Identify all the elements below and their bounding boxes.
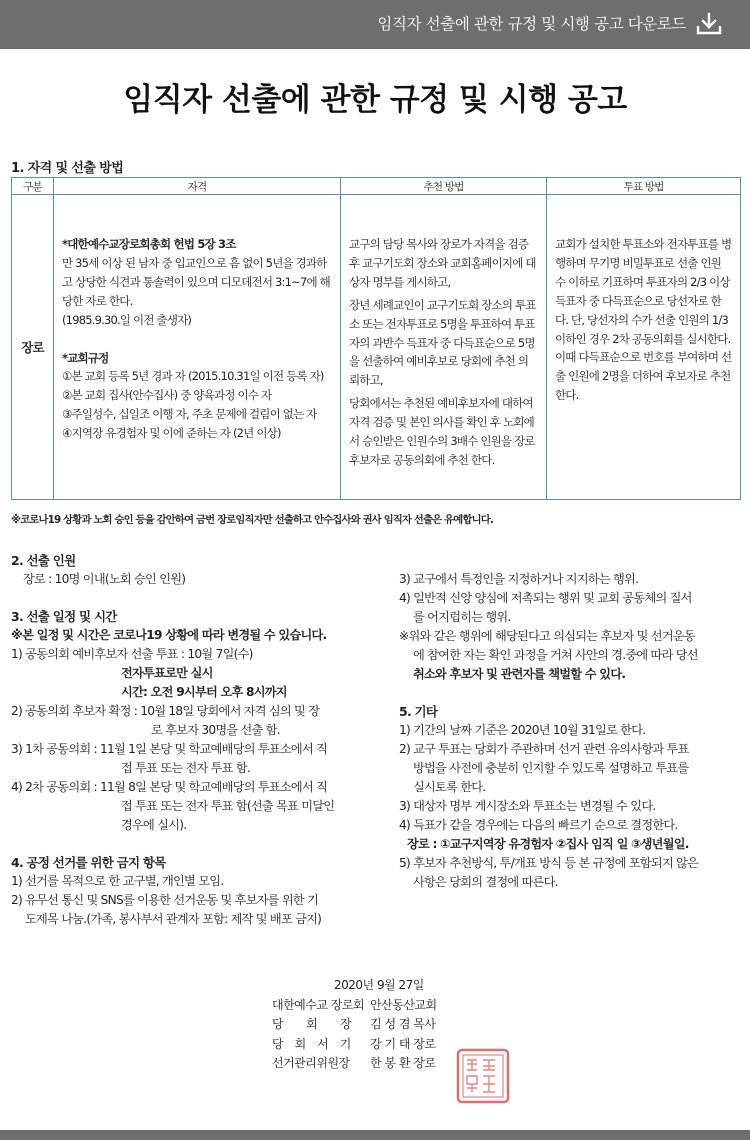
section1-heading: 1. 자격 및 선출 방법 (11, 161, 124, 176)
download-icon[interactable] (696, 12, 722, 36)
qual-line: ③주일성수, 십일조 이행 자, 주초 문제에 걸림이 없는 자 (62, 407, 317, 422)
download-label[interactable]: 임직자 선출에 관한 규정 및 시행 공고 다운로드 (377, 15, 686, 33)
signature-role: 선거관리위원장 (272, 1056, 350, 1070)
church-seal-icon (456, 1048, 510, 1104)
section4-item-detail: 를 어지럽히는 행위. (413, 610, 511, 624)
recommendation-cell (341, 195, 547, 500)
section4-item: 1) 선거를 목적으로 한 교구별, 개인별 모임. (11, 874, 224, 888)
section5-item: 1) 기간의 날짜 기준은 2020년 10월 31일로 한다. (399, 723, 646, 737)
section3-item: 3) 1차 공동의회 : 11월 1일 본당 및 학교예배당의 투표소에서 직 (11, 742, 328, 756)
section3-heading: 3. 선출 일정 및 시간 (11, 609, 117, 624)
section4-item-detail: 도제목 나눔.(가족, 봉사부서 관계자 포함: 제작 및 배포 금지) (25, 912, 322, 926)
left-column (11, 551, 361, 929)
section5-item-detail: 장로 : ①교구지역장 유경험자 ②집사 임직 일 ③생년월일. (407, 837, 689, 851)
bottom-bar (0, 1130, 750, 1140)
qual-line: 만 35세 이상 된 남자 중 입교인으로 흠 없이 5년을 경과하고 상당한 식견과 통솔력이 있으며 디모데전서 3:1~7에 해당한 자로 한다. (62, 255, 330, 308)
qual-line: *대한예수교장로회총회 헌법 5장 3조 (62, 237, 236, 251)
download-bar[interactable] (0, 0, 750, 49)
section4-note: ※위와 같은 행위에 해당된다고 의심되는 후보자 및 선거운동 (399, 629, 695, 643)
section5-heading: 5. 기타 (399, 704, 438, 719)
footnote: ※코로나19 상황과 노회 승인 등을 감안하여 금번 장로임직자만 선출하고 안수집사와 권사 임직자 선출은 유예합니다. (11, 514, 494, 526)
section4-item: 3) 교구에서 특정인을 지정하거나 지지하는 행위. (399, 572, 639, 586)
qual-line: ②본 교회 집사(안수집사) 중 양육과정 이수 자 (62, 388, 272, 403)
section3-item: 2) 공동의회 후보자 확정 : 10월 18일 당회에서 자격 심의 및 장 (11, 704, 320, 718)
section5-item: 2) 교구 투표는 당회가 주관하며 선거 관련 유의사항과 투표 (399, 742, 689, 756)
section5-item-detail: 방법을 사전에 충분히 인지할 수 있도록 설명하고 투표를 (413, 761, 689, 775)
row-label: 장로 (12, 195, 54, 500)
signature-block (272, 976, 443, 1074)
section3-item: 4) 2차 공동의회 : 11월 8일 본당 및 학교예배당의 투표소에서 직 (11, 780, 328, 794)
section5-item: 3) 대상자 명부 게시장소와 투표소는 변경될 수 있다. (399, 799, 656, 813)
qual-spacer (62, 330, 332, 349)
section3-item: 1) 공동의회 예비후보자 선출 투표 : 10월 7일(수) (11, 647, 253, 661)
page-title: 임직자 선출에 관한 규정 및 시행 공고 (123, 82, 627, 118)
signature-table (272, 996, 443, 1074)
section4-note: 에 참여한 자는 확인 과정을 거쳐 사안의 경.중에 따라 당선 (413, 648, 698, 662)
section3-item-detail: 로 후보자 30명을 선출 함. (151, 723, 280, 737)
signature-name: 한 봉 환 장로 (370, 1056, 436, 1070)
section3-item-detail: 접 투표 또는 전자 투표 함. (121, 761, 250, 775)
rec-para: 교구의 담당 목사와 장로가 자격을 검증 후 교구기도회 장소와 교회홈페이지에 대상자 명부를 게시하고, (349, 237, 536, 289)
table-header-category: 구분 (12, 178, 54, 195)
section4-item: 4) 일반적 신앙 양심에 저촉되는 행위 및 교회 공동체의 질서 (399, 591, 692, 605)
section4-heading: 4. 공정 선거를 위한 금지 항목 (11, 855, 166, 870)
section5-item: 5) 후보자 추천방식, 투/개표 방식 등 본 규정에 포함되지 않은 (399, 856, 699, 870)
section4-note: 취소와 후보자 및 관련자를 책벌할 수 있다. (413, 667, 626, 681)
section4-item: 2) 유무선 통신 및 SNS를 이용한 선거운동 및 후보자를 위한 기 (11, 893, 319, 907)
section2-heading: 2. 선출 인원 (11, 553, 76, 568)
signature-name: 김 성 겸 목사 (370, 1017, 436, 1031)
qual-line: (1985.9.30.일 이전 출생자) (62, 312, 192, 327)
section5-item: 4) 득표가 같을 경우에는 다음의 빠르기 순으로 결정한다. (399, 818, 678, 832)
rec-para: 장년 세례교인이 교구기도회 장소의 투표소 또는 전자투표로 5명을 투표하여 투표자의 과반수 득표자 중 다득표순으로 5명을 선출하여 예비후보로 당회에 추천 의뢰하고, (349, 297, 536, 388)
rec-para: 당회에서는 추천된 예비후보자에 대하여 자격 검증 및 본인 의사를 확인 후 노회에서 승인받은 인원수의 3배수 인원을 장로 후보자로 공동의회에 추천 한다. (349, 396, 535, 467)
signature-name: 강 기 태 장로 (370, 1036, 436, 1051)
section5-item-detail: 사항은 당회의 결정에 따른다. (413, 875, 558, 889)
qual-line: ①본 교회 등록 5년 경과 자 (2015.10.31일 이전 등록 자) (62, 369, 324, 384)
section3-item-detail: 경우에 실시). (121, 818, 187, 832)
signature-date: 2020년 9월 27일 (334, 978, 424, 992)
table-header-voting: 투표 방법 (547, 178, 741, 195)
qualification-cell (54, 195, 341, 500)
qual-line: *교회규정 (62, 350, 109, 365)
right-column (399, 570, 744, 892)
signature-role: 대한예수교 장로회 (272, 997, 365, 1012)
section3-notice: ※본 일정 및 시간은 코로나19 상황에 따라 변경될 수 있습니다. (11, 628, 327, 642)
signature-name: 안산동산교회 (370, 997, 437, 1012)
voting-cell (547, 195, 741, 500)
table-header-qualification: 자격 (54, 178, 341, 195)
section2-body: 장로 : 10명 이내(노회 승인 인원) (23, 572, 186, 586)
criteria-table (11, 177, 741, 500)
voting-text: 교회가 설치한 투표소와 전자투표를 병행하며 무기명 비밀투표로 선출 인원 수 이하로 기표하며 투표자의 2/3 이상 득표자 중 다득표순으로 당선자로 한다. 단, 당선자의 수가 선출 인원의 1/3 이하인 경우 2차 공동의회를 실시한다. 이때 다득표순으로 번호를 부여하며 선출 인원에 2명을 더하여 후보자로 추천한다. (555, 237, 732, 403)
signature-role: 당 회 장 (272, 1017, 352, 1031)
section3-item-detail: 시간: 오전 9시부터 오후 8시까지 (121, 685, 287, 699)
signature-role: 당 회 서 기 (272, 1036, 351, 1051)
section5-item-detail: 실시토록 한다. (413, 780, 486, 794)
section3-item-detail: 접 투표 또는 전자 투표 함(선출 목표 미달인 (121, 799, 335, 813)
section3-item-detail: 전자투표로만 실시 (121, 666, 213, 680)
table-header-recommendation: 추천 방법 (341, 178, 547, 195)
qual-line: ④지역장 유경험자 및 이에 준하는 자 (2년 이상) (62, 426, 281, 441)
